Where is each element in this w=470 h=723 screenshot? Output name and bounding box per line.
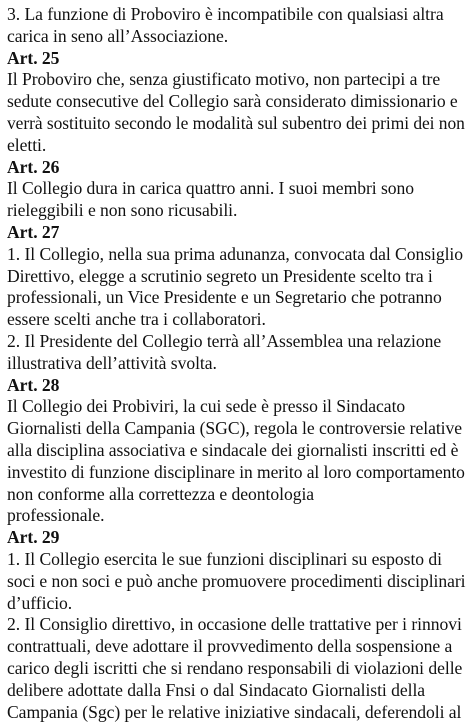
text-line: 2. Il Presidente del Collegio terrà all’Assemblea una relazione xyxy=(7,331,465,353)
article-heading: Art. 28 xyxy=(7,375,465,397)
text-line: delibere adottate dalla Fnsi o dal Sindacato Giornalisti della xyxy=(7,680,465,702)
text-line: carica in seno all’Associazione. xyxy=(7,26,465,48)
text-line: alla disciplina associativa e sindacale dei giornalisti inscritti ed è xyxy=(7,440,465,462)
text-line: 1. Il Collegio, nella sua prima adunanza, convocata dal Consiglio xyxy=(7,244,465,266)
text-line: verrà sostituito secondo le modalità sul subentro dei primi dei non xyxy=(7,113,461,135)
text-line: d’ufficio. xyxy=(7,593,465,615)
text-line: 2. Il Consiglio direttivo, in occasione delle trattative per i rinnovi xyxy=(7,614,465,636)
text-line: professionali, un Vice Presidente e un Segretario che potranno xyxy=(7,287,465,309)
document-page xyxy=(7,4,465,723)
text-line: 1. Il Collegio esercita le sue funzioni disciplinari su esposto di xyxy=(7,549,465,571)
text-line: Campania (Sgc) per le relative iniziative sindacali, deferendoli al xyxy=(7,702,465,723)
text-line: investito di funzione disciplinare in merito al loro comportamento xyxy=(7,462,462,484)
text-line: contrattuali, deve adottare il provvedimento della sospensione a xyxy=(7,636,465,658)
text-line: carico degli iscritti che si rendano responsabili di violazioni delle xyxy=(7,658,465,680)
text-line: Direttivo, elegge a scrutinio segreto un Presidente scelto tra i xyxy=(7,266,465,288)
article-heading: Art. 25 xyxy=(7,48,465,70)
text-line: soci e non soci e può anche promuovere procedimenti disciplinari xyxy=(7,571,464,593)
article-heading: Art. 27 xyxy=(7,222,465,244)
text-line: illustrativa dell’attività svolta. xyxy=(7,353,465,375)
article-heading: Art. 29 xyxy=(7,527,465,549)
text-line: sedute consecutive del Collegio sarà considerato dimissionario e xyxy=(7,91,465,113)
text-line: Il Collegio dura in carica quattro anni. I suoi membri sono xyxy=(7,178,465,200)
text-line: non conforme alla correttezza e deontologia xyxy=(7,484,465,506)
text-line: essere scelti anche tra i collaboratori. xyxy=(7,309,465,331)
text-line: Giornalisti della Campania (SGC), regola le controversie relative xyxy=(7,418,465,440)
text-line: professionale. xyxy=(7,505,465,527)
text-line: eletti. xyxy=(7,135,465,157)
text-line: rieleggibili e non sono ricusabili. xyxy=(7,200,465,222)
text-line: Il Proboviro che, senza giustificato motivo, non partecipi a tre xyxy=(7,69,465,91)
text-line: 3. La funzione di Proboviro è incompatibile con qualsiasi altra xyxy=(7,4,465,26)
article-heading: Art. 26 xyxy=(7,157,465,179)
text-line: Il Collegio dei Probiviri, la cui sede è presso il Sindacato xyxy=(7,396,465,418)
